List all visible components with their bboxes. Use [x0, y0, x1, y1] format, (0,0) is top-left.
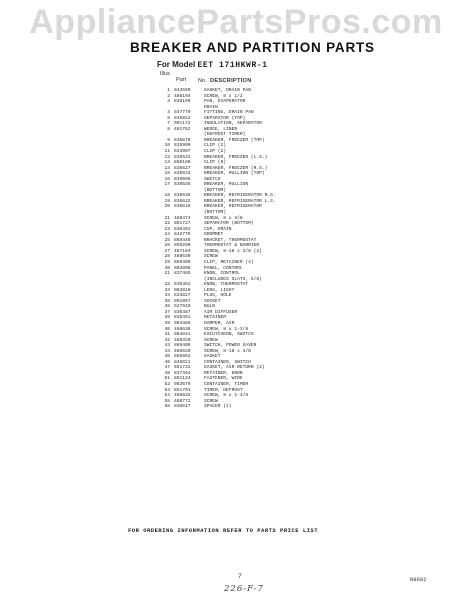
part-description: BREAKER, MULLION (TOP)	[204, 171, 265, 177]
part-number: 983808	[174, 265, 191, 271]
part-item-number: 33	[164, 287, 170, 293]
part-row	[160, 404, 360, 410]
part-number: 851701	[174, 387, 191, 393]
part-number: 959290	[174, 243, 191, 249]
handwritten-note: 226-F-7	[224, 584, 264, 594]
part-item-number: 35	[164, 298, 170, 304]
part-description: SPACER (2)	[204, 404, 232, 410]
part-item-number: 39	[164, 320, 170, 326]
part-description: DRAIN	[204, 104, 218, 110]
part-item-number: 32	[164, 282, 170, 288]
part-item-number: 13	[164, 160, 170, 166]
part-number: 836633	[174, 171, 191, 177]
part-item-number: 44	[164, 348, 170, 354]
part-description: LENS, LIGHT	[204, 287, 235, 293]
part-description: GASKET, AIR RETURN (2)	[204, 365, 265, 371]
part-number: 843907	[174, 149, 191, 155]
header-no: No.	[198, 78, 207, 84]
part-item-number: 58	[164, 404, 170, 410]
part-description: BREAKER, REFRIGERATOR L.S.	[204, 198, 276, 204]
part-number: 845021	[174, 359, 191, 365]
part-number: 836627	[174, 165, 191, 171]
part-item-number: 15	[164, 171, 170, 177]
part-number: 835990	[174, 143, 191, 149]
part-description: SCREW	[204, 337, 218, 343]
part-number: 868446	[174, 237, 191, 243]
part-item-number: 36	[164, 304, 170, 310]
part-description: ESCUTCHEON, SWITCH	[204, 332, 254, 338]
part-item-number: 10	[164, 143, 170, 149]
part-description: FITTING, DRAIN PAN	[204, 110, 254, 116]
part-number: 836616	[174, 204, 191, 210]
page-title: BREAKER AND PARTITION PARTS	[130, 40, 375, 55]
part-number: 869409	[174, 343, 191, 349]
part-number: 836491	[174, 226, 191, 232]
parts-list	[160, 88, 360, 410]
part-description: DAMPER, AIR	[204, 320, 235, 326]
part-description: BREAKER, REFRIGERATOR R.S.	[204, 193, 276, 199]
part-description: RETAINER, KNOB	[204, 370, 243, 376]
part-item-number: 26	[164, 243, 170, 249]
part-description: CLIP, RETAINER (4)	[204, 259, 254, 265]
part-number: 488632	[174, 393, 191, 399]
part-description: CUP, DRAIN	[204, 226, 232, 232]
watermark: AppliancePartsPros.com	[29, 3, 443, 41]
part-description: PLUG, HOLE	[204, 293, 232, 299]
part-description: (BOTTOM)	[204, 210, 227, 216]
part-item-number: 9	[167, 137, 170, 143]
part-description: TIMER, DEFROST	[204, 387, 243, 393]
part-description: SCREW, 8 x 3/8	[204, 215, 243, 221]
part-item-number: 3	[167, 99, 170, 105]
part-item-number: 41	[164, 332, 170, 338]
part-number: 527949	[174, 304, 191, 310]
part-description: AIR DIFFUSER	[204, 309, 238, 315]
part-description: PAN, EVAPORATOR	[204, 99, 246, 105]
part-item-number: 21	[164, 215, 170, 221]
part-item-number: 16	[164, 176, 170, 182]
part-description: BREAKER, FREEZER (R.S.)	[204, 165, 268, 171]
part-description: SEPARATOR (TOP)	[204, 115, 246, 121]
part-description: SCREW, 8 x 1-3/8	[204, 326, 249, 332]
part-item-number: 18	[164, 193, 170, 199]
part-number: 837444	[174, 370, 191, 376]
part-item-number: 34	[164, 293, 170, 299]
part-number: 836487	[174, 309, 191, 315]
part-number: 665662	[174, 354, 191, 360]
part-number: 991172	[174, 121, 191, 127]
part-item-number: 17	[164, 182, 170, 188]
part-description: SOCKET	[204, 298, 221, 304]
part-description: SWITCH, POWER SAVER	[204, 343, 257, 349]
part-item-number: 8	[167, 126, 170, 132]
part-item-number: 43	[164, 343, 170, 349]
part-description: (DEFROST TIMER)	[204, 132, 246, 138]
part-number: 836632	[174, 198, 191, 204]
part-number: 834827	[174, 293, 191, 299]
part-number: 983810	[174, 287, 191, 293]
part-description: CONTAINER, SWITCH	[204, 359, 251, 365]
part-item-number: 12	[164, 154, 170, 160]
part-number: 837465	[174, 271, 191, 277]
part-number: 843590	[174, 88, 191, 93]
part-item-number: 23	[164, 226, 170, 232]
part-number: 849695	[174, 176, 191, 182]
part-number: 486194	[174, 93, 191, 99]
part-description: RETAINER	[204, 315, 227, 321]
part-item-number: 19	[164, 198, 170, 204]
part-description: KNOB, CONTROL	[204, 271, 240, 277]
part-item-number: 2	[167, 93, 170, 99]
part-number: 488320	[174, 337, 191, 343]
part-item-number: 54	[164, 393, 170, 399]
part-description: SCREW	[204, 254, 218, 260]
part-item-number: 28	[164, 254, 170, 260]
part-item-number: 24	[164, 232, 170, 238]
part-description: GASKET, DRAIN PAN	[204, 88, 251, 93]
part-item-number: 30	[164, 265, 170, 271]
part-item-number: 7	[167, 121, 170, 127]
part-item-number: 31	[164, 271, 170, 277]
part-item-number: 20	[164, 204, 170, 210]
part-number: 488474	[174, 215, 191, 221]
part-description: BREAKER, MULLION	[204, 182, 249, 188]
part-description: BREAKER, REFRIGERATOR	[204, 204, 262, 210]
part-number: 836531	[174, 154, 191, 160]
part-description: BULB	[204, 304, 216, 310]
part-number: 847770	[174, 110, 191, 116]
part-description: CONTAINER, TIMER	[204, 381, 249, 387]
part-item-number: 53	[164, 387, 170, 393]
part-number: 845822	[174, 115, 191, 121]
part-description: BREAKER, FREEZER (L.S.)	[204, 154, 268, 160]
part-number: 984841	[174, 332, 191, 338]
part-item-number: 5	[167, 115, 170, 121]
part-item-number: 52	[164, 381, 170, 387]
part-number: 869190	[174, 160, 191, 166]
header-part: Part	[176, 77, 187, 83]
part-item-number: 47	[164, 365, 170, 371]
part-number: 488630	[174, 254, 191, 260]
part-description: (BOTTOM)	[204, 187, 227, 193]
part-number: 842779	[174, 232, 191, 238]
part-description: SCREW	[204, 398, 218, 404]
part-number: 836199	[174, 99, 191, 105]
part-item-number: 14	[164, 165, 170, 171]
part-description: BREAKER, FREEZER (TOP)	[204, 137, 265, 143]
part-item-number: 22	[164, 221, 170, 227]
part-number: 836678	[174, 137, 191, 143]
part-item-number: 29	[164, 259, 170, 265]
part-description: CLIP (2)	[204, 143, 227, 149]
part-number: 836635	[174, 182, 191, 188]
part-number: 487164	[174, 248, 191, 254]
part-item-number: 40	[164, 326, 170, 332]
model-prefix: For Model	[157, 60, 196, 69]
model-line	[157, 60, 268, 70]
part-description: FASTENER, WIRE	[204, 376, 243, 382]
part-description: CLIP (6)	[204, 160, 227, 166]
part-number: 481782	[174, 126, 191, 132]
part-description: SCREW, 8 x 1/2	[204, 93, 243, 99]
part-description: GROMMET	[204, 232, 224, 238]
part-number: 488620	[174, 348, 191, 354]
part-number: 983679	[174, 381, 191, 387]
part-description: THERMOSTAT & BARRIER	[204, 243, 260, 249]
part-item-number: 46	[164, 359, 170, 365]
ordering-footer: FOR ORDERING INFORMATION REFER TO PARTS PRICE LIST	[128, 527, 319, 534]
part-number: 984468	[174, 320, 191, 326]
header-description: DESCRIPTION	[210, 78, 252, 84]
page-number: 7	[238, 573, 242, 580]
part-number: 991057	[174, 298, 191, 304]
part-number: 836617	[174, 404, 191, 410]
part-description: SWITCH	[204, 176, 221, 182]
part-description: BRACKET, THERMOSTAT	[204, 237, 257, 243]
part-description: KNOB, THERMOSTAT	[204, 282, 249, 288]
part-number: 661722	[174, 365, 191, 371]
header-illus: Illus	[160, 71, 170, 77]
part-description: SEPARATOR (BOTTOM)	[204, 221, 254, 227]
part-description: SCREW, 8 x 1-3/8	[204, 393, 249, 399]
part-description: CLIP (2)	[204, 149, 227, 155]
part-description: (INCLUDES SLATS, 5/8)	[204, 276, 262, 282]
model-number: EET 171HKWR-1	[197, 61, 268, 70]
part-item-number: 1	[167, 88, 170, 93]
part-item-number: 25	[164, 237, 170, 243]
part-item-number: 38	[164, 315, 170, 321]
document-id: N9682	[410, 576, 427, 583]
part-number: 836638	[174, 193, 191, 199]
part-item-number: 37	[164, 309, 170, 315]
part-item-number: 42	[164, 337, 170, 343]
part-item-number: 27	[164, 248, 170, 254]
part-description: INSULATION, SEPARATOR	[204, 121, 262, 127]
part-number: 488772	[174, 398, 191, 404]
part-item-number: 11	[164, 149, 170, 155]
part-description: PANEL, CONTROL	[204, 265, 243, 271]
part-item-number: 55	[164, 398, 170, 404]
part-item-number: 4	[167, 110, 170, 116]
part-description: WEDGE, LINER	[204, 126, 238, 132]
part-item-number: 48	[164, 370, 170, 376]
part-item-number: 45	[164, 354, 170, 360]
part-description: SCREW, 8-18 x 3/8	[204, 348, 251, 354]
part-description: SCREW, 8-18 x 3/8 (2)	[204, 248, 262, 254]
part-number: 851124	[174, 376, 191, 382]
part-number: 836482	[174, 282, 191, 288]
part-number: 836491	[174, 315, 191, 321]
part-number: 869409	[174, 259, 191, 265]
part-number: 881727	[174, 221, 191, 227]
part-description: GASKET	[204, 354, 221, 360]
part-item-number: 51	[164, 376, 170, 382]
part-number: 488638	[174, 326, 191, 332]
